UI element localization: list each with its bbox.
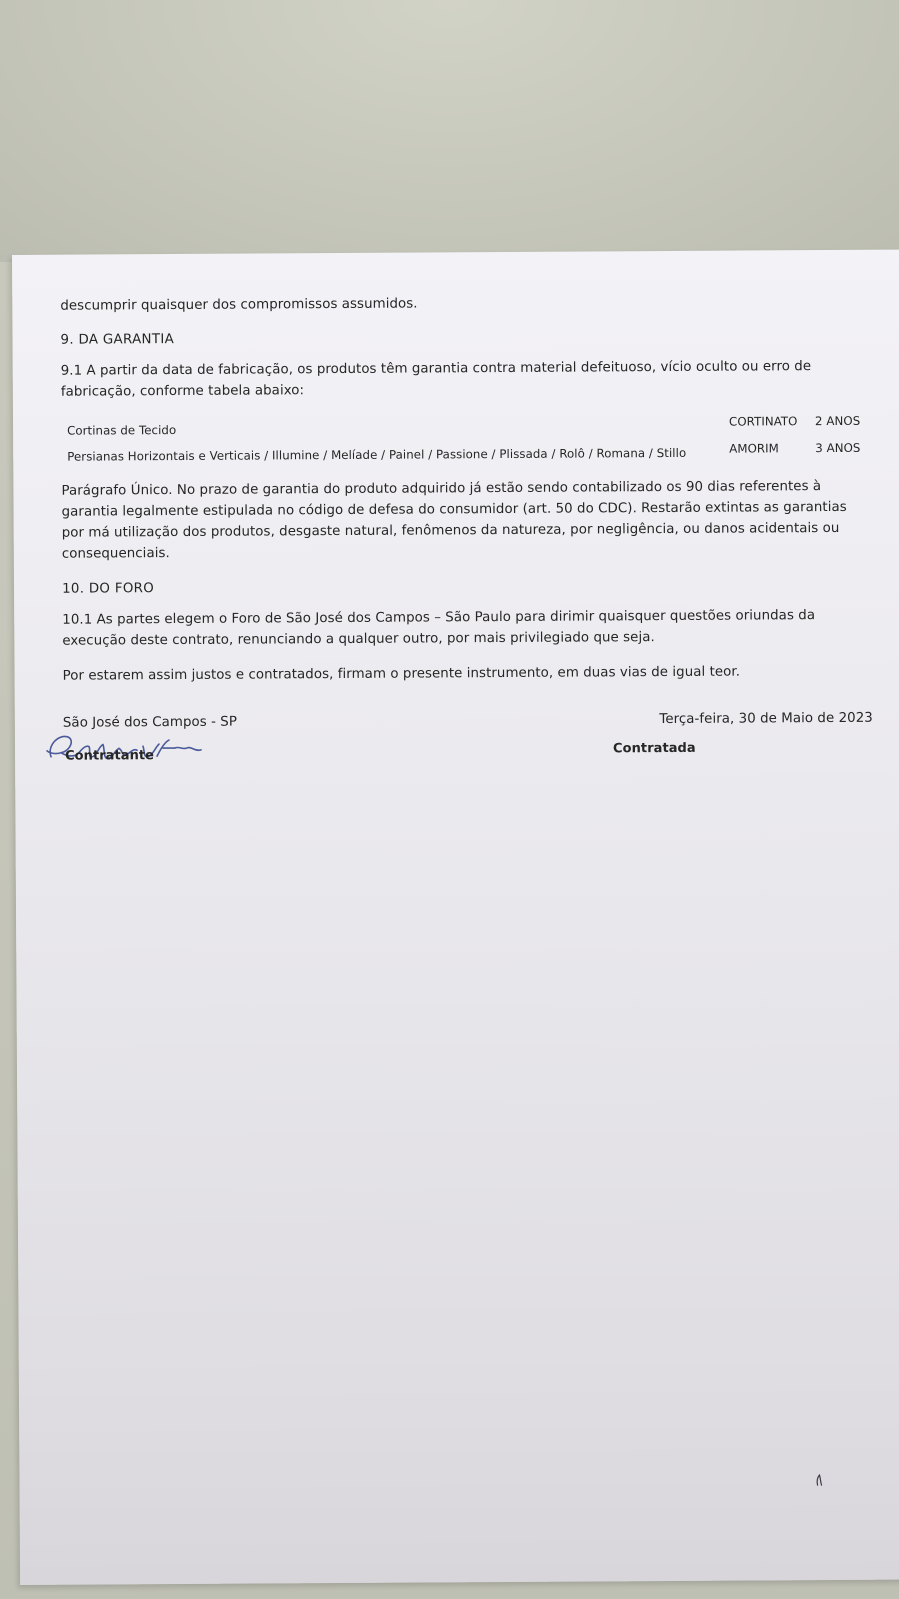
warranty-table-row — [67, 413, 871, 441]
warranty-brand: AMORIM — [729, 441, 779, 456]
clause-10-1-line-2: execução deste contrato, renunciando a qualquer outro, por mais privilegiado que seja. — [62, 630, 655, 649]
warranty-period: 2 ANOS — [814, 413, 861, 429]
contratada-label: Contratada — [612, 740, 696, 757]
place-text: São José dos Campos - SP — [62, 714, 237, 731]
signature-block — [63, 734, 873, 799]
paragraph-unico-line: Parágrafo Único. No prazo de garantia do produto adquirido já estão sendo contabilizado os 90 dias referentes à — [61, 479, 822, 499]
section-9-heading: 9. DA GARANTIA — [60, 332, 175, 348]
document-content — [60, 292, 873, 764]
clause-10-1-line-1: 10.1 As partes elegem o Foro de São José dos Campos – São Paulo para dirimir quaisquer questões oriundas da — [62, 608, 816, 628]
document-page — [12, 250, 899, 1585]
paragraph-unico-line: garantia legalmente estipulada no código de defesa do consumidor (art. 50 do CDC). Restarão extintas as garantias — [61, 499, 847, 520]
section-10-heading: 10. DO FORO — [61, 581, 155, 597]
warranty-period: 3 ANOS — [815, 440, 861, 456]
paragraph-unico-line: por má utilização dos produtos, desgaste natural, fenômenos da natureza, por negligência, ou danos acidentais ou — [61, 520, 840, 541]
warranty-product: Cortinas de Tecido — [67, 423, 177, 438]
continuation-text: descumprir quaisquer dos compromissos assumidos. — [60, 296, 418, 314]
paragraph-unico-line: consequenciais. — [61, 546, 170, 562]
pen-mark-icon — [814, 1473, 824, 1487]
date-text: Terça-feira, 30 de Maio de 2023 — [659, 710, 873, 728]
warranty-product: Persianas Horizontais e Verticais / Illumine / Melíade / Painel / Passione / Plissada / Rolô / Romana / Stillo — [67, 445, 687, 464]
clause-9-1-line-2: fabricação, conforme tabela abaixo: — [60, 383, 305, 400]
closing-statement: Por estarem assim justos e contratados, firmam o presente instrumento, em duas vias de igual teor. — [62, 664, 741, 684]
warranty-table-row — [67, 442, 871, 467]
background-wall — [0, 0, 899, 262]
warranty-brand: CORTINATO — [728, 414, 798, 429]
clause-9-1-line-1: 9.1 A partir da data de fabricação, os produtos têm garantia contra material defeituoso, vício oculto ou erro de — [60, 359, 812, 379]
contratante-label: Contratante — [65, 748, 155, 764]
